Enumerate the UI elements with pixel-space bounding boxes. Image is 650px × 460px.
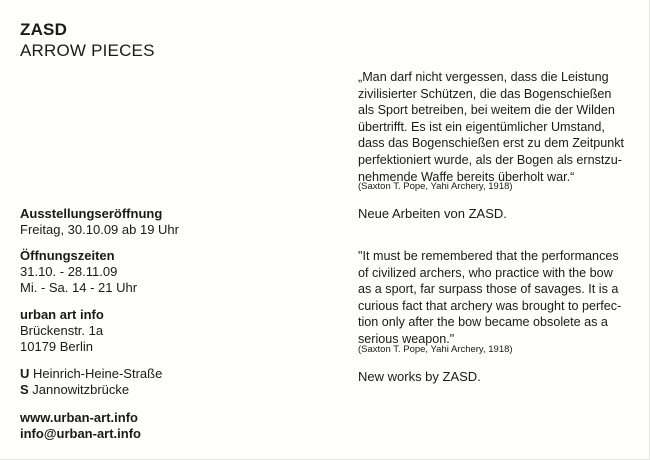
quote-line: "It must be remembered that the performances <box>358 249 619 263</box>
quote-german-source: (Saxton T. Pope, Yahi Archery, 1918) <box>358 181 513 192</box>
quote-english-source: (Saxton T. Pope, Yahi Archery, 1918) <box>358 344 513 355</box>
venue-name: urban art info <box>20 307 104 322</box>
opening-block <box>20 206 179 238</box>
quote-german <box>358 69 624 185</box>
quote-line: „Man darf nicht vergessen, dass die Leistung <box>358 70 609 84</box>
s-bahn-station: Jannowitzbrücke <box>28 382 130 397</box>
quote-line: zivilisierter Schützen, die das Bogenschießen <box>358 86 612 101</box>
hours-times: Mi. - Sa. 14 - 21 Uhr <box>20 280 138 295</box>
quote-line: tion only after the bow became obsolete as a <box>358 315 608 330</box>
hours-block <box>20 248 137 296</box>
note-english: New works by ZASD. <box>358 369 481 384</box>
opening-heading: Ausstellungseröffnung <box>20 206 163 221</box>
venue-street: Brückenstr. 1a <box>20 323 104 338</box>
transit-block <box>20 366 162 398</box>
venue-city: 10179 Berlin <box>20 339 93 354</box>
u-bahn-label: U <box>20 366 30 381</box>
exhibition-title: ARROW PIECES <box>20 41 155 60</box>
email-link: info@urban-art.info <box>20 426 141 441</box>
quote-line: serious weapon." <box>358 331 455 346</box>
quote-line: perfektioniert wurde, als der Bogen als ernstzu- <box>358 152 622 167</box>
hours-heading: Öffnungszeiten <box>20 248 115 263</box>
note-german: Neue Arbeiten von ZASD. <box>358 206 507 221</box>
quote-line: übertrifft. Es ist ein eigentümlicher Umstand, <box>358 119 605 134</box>
website-link: www.urban-art.info <box>20 410 138 425</box>
quote-line: als Sport betreiben, bei weitem die der Wilden <box>358 103 615 118</box>
quote-line: dass das Bogenschießen erst zu dem Zeitpunkt <box>358 136 625 151</box>
quote-line: nehmende Waffe bereits überholt war.“ <box>358 169 575 184</box>
quote-english <box>358 248 621 348</box>
quote-line: as a sport, far surpass those of savages. It is a <box>358 282 619 297</box>
s-bahn-label: S <box>20 382 29 397</box>
opening-date: Freitag, 30.10.09 ab 19 Uhr <box>20 222 179 237</box>
quote-line: of civilized archers, who practice with the bow <box>358 265 613 280</box>
transit-u <box>20 366 162 382</box>
venue-block <box>20 307 104 355</box>
contact-block <box>20 410 141 442</box>
transit-s <box>20 382 162 398</box>
hours-dates: 31.10. - 28.11.09 <box>20 264 118 279</box>
quote-line: curious fact that archery was brought to perfec- <box>358 298 622 313</box>
u-bahn-station: Heinrich-Heine-Straße <box>29 366 163 381</box>
artist-name: ZASD <box>20 20 68 39</box>
